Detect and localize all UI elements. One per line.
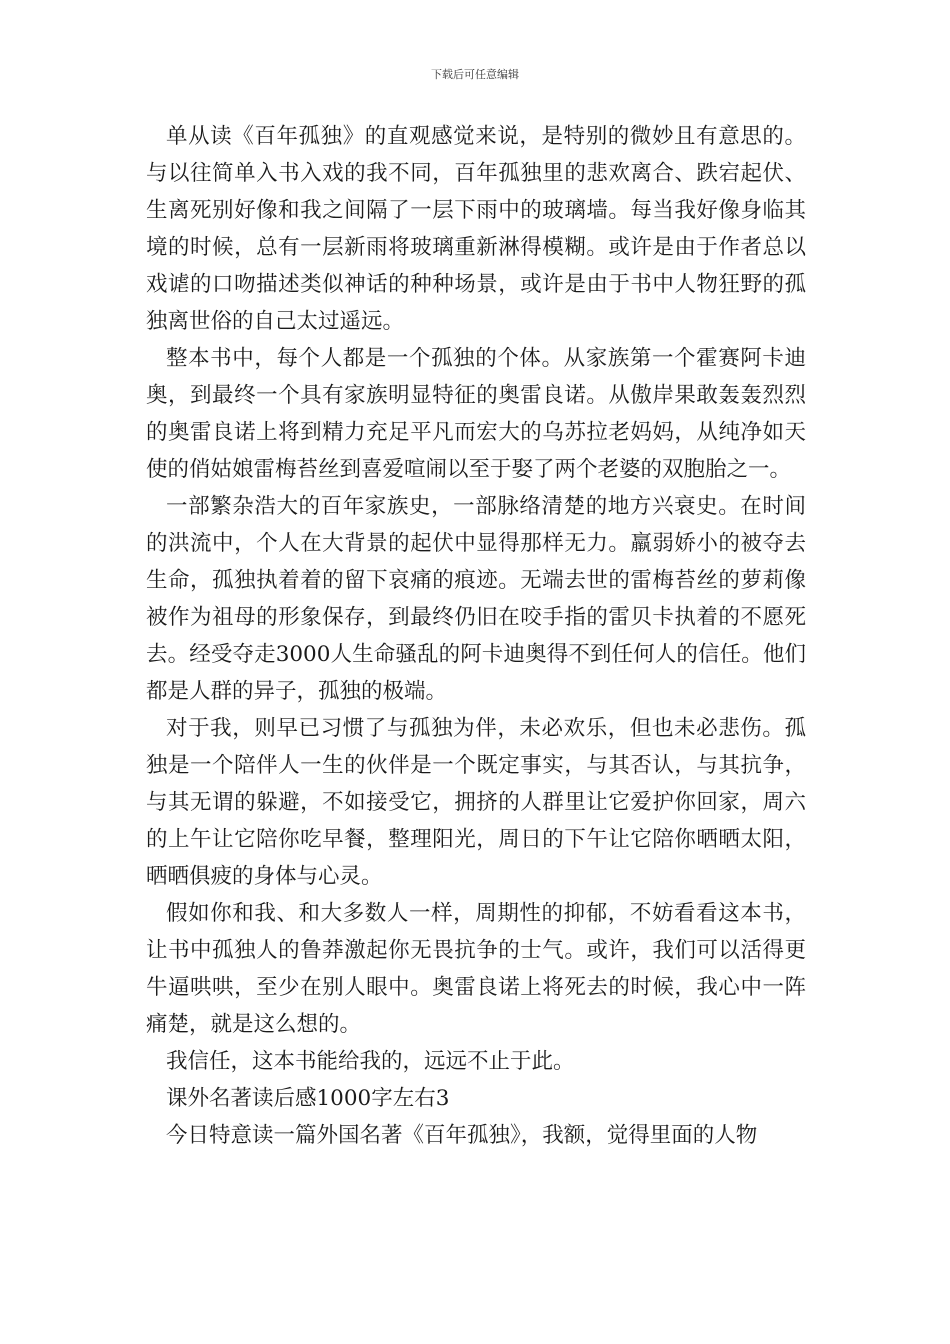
paragraph-2: 整本书中，每个人都是一个孤独的个体。从家族第一个霍赛阿卡迪奥，到最终一个具有家族明显特征的奥雷良诺。从傲岸果敢轰轰烈烈的奥雷良诺上将到精力充足平凡而宏大的乌苏拉老妈妈，从纯净如天使的俏姑娘雷梅苔丝到喜爱喧闹以至于娶了两个老婆的双胞胎之一。 bbox=[146, 346, 806, 482]
section-heading: 课外名著读后感1000字左右3 bbox=[166, 1086, 450, 1111]
paragraph-1: 单从读《百年孤独》的直观感觉来说，是特别的微妙且有意思的。与以往简单入书入戏的我不同，百年孤独里的悲欢离合、跌宕起伏、生离死别好像和我之间隔了一层下雨中的玻璃墙。每当我好像身临其境的时候，总有一层新雨将玻璃重新淋得模糊。或许是由于作者总以戏谑的口吻描述类似神话的种种场景，或许是由于书中人物狂野的孤独离世俗的自己太过遥远。 bbox=[146, 124, 806, 334]
paragraph-4: 对于我，则早已习惯了与孤独为伴，未必欢乐，但也未必悲伤。孤独是一个陪伴人一生的伙伴是一个既定事实，与其否认，与其抗争，与其无谓的躲避，不如接受它，拥挤的人群里让它爱护你回家，周六的上午让它陪你吃早餐，整理阳光，周日的下午让它陪你晒晒太阳，晒晒俱疲的身体与心灵。 bbox=[146, 716, 806, 889]
page-header: 下载后可任意编辑 bbox=[431, 68, 519, 81]
paragraph-6: 我信任，这本书能给我的，远远不止于此。 bbox=[166, 1049, 575, 1074]
paragraph-3: 一部繁杂浩大的百年家族史，一部脉络清楚的地方兴衰史。在时间的洪流中，个人在大背景的起伏中显得那样无力。羸弱娇小的被夺去生命，孤独执着着的留下哀痛的痕迹。无端去世的雷梅苔丝的萝莉像被作为祖母的形象保存，到最终仍旧在咬手指的雷贝卡执着的不愿死去。经受夺走3000人生命骚乱的阿卡迪奥得不到任何人的信任。他们都是人群的异子，孤独的极端。 bbox=[146, 494, 806, 704]
paragraph-5: 假如你和我、和大多数人一样，周期性的抑郁，不妨看看这本书，让书中孤独人的鲁莽激起你无畏抗争的士气。或许，我们可以活得更牛逼哄哄，至少在别人眼中。奥雷良诺上将死去的时候，我心中一阵痛楚，就是这么想的。 bbox=[146, 901, 806, 1037]
paragraph-7: 今日特意读一篇外国名著《百年孤独》，我额，觉得里面的人物 bbox=[166, 1123, 758, 1148]
document-body bbox=[146, 118, 806, 1154]
